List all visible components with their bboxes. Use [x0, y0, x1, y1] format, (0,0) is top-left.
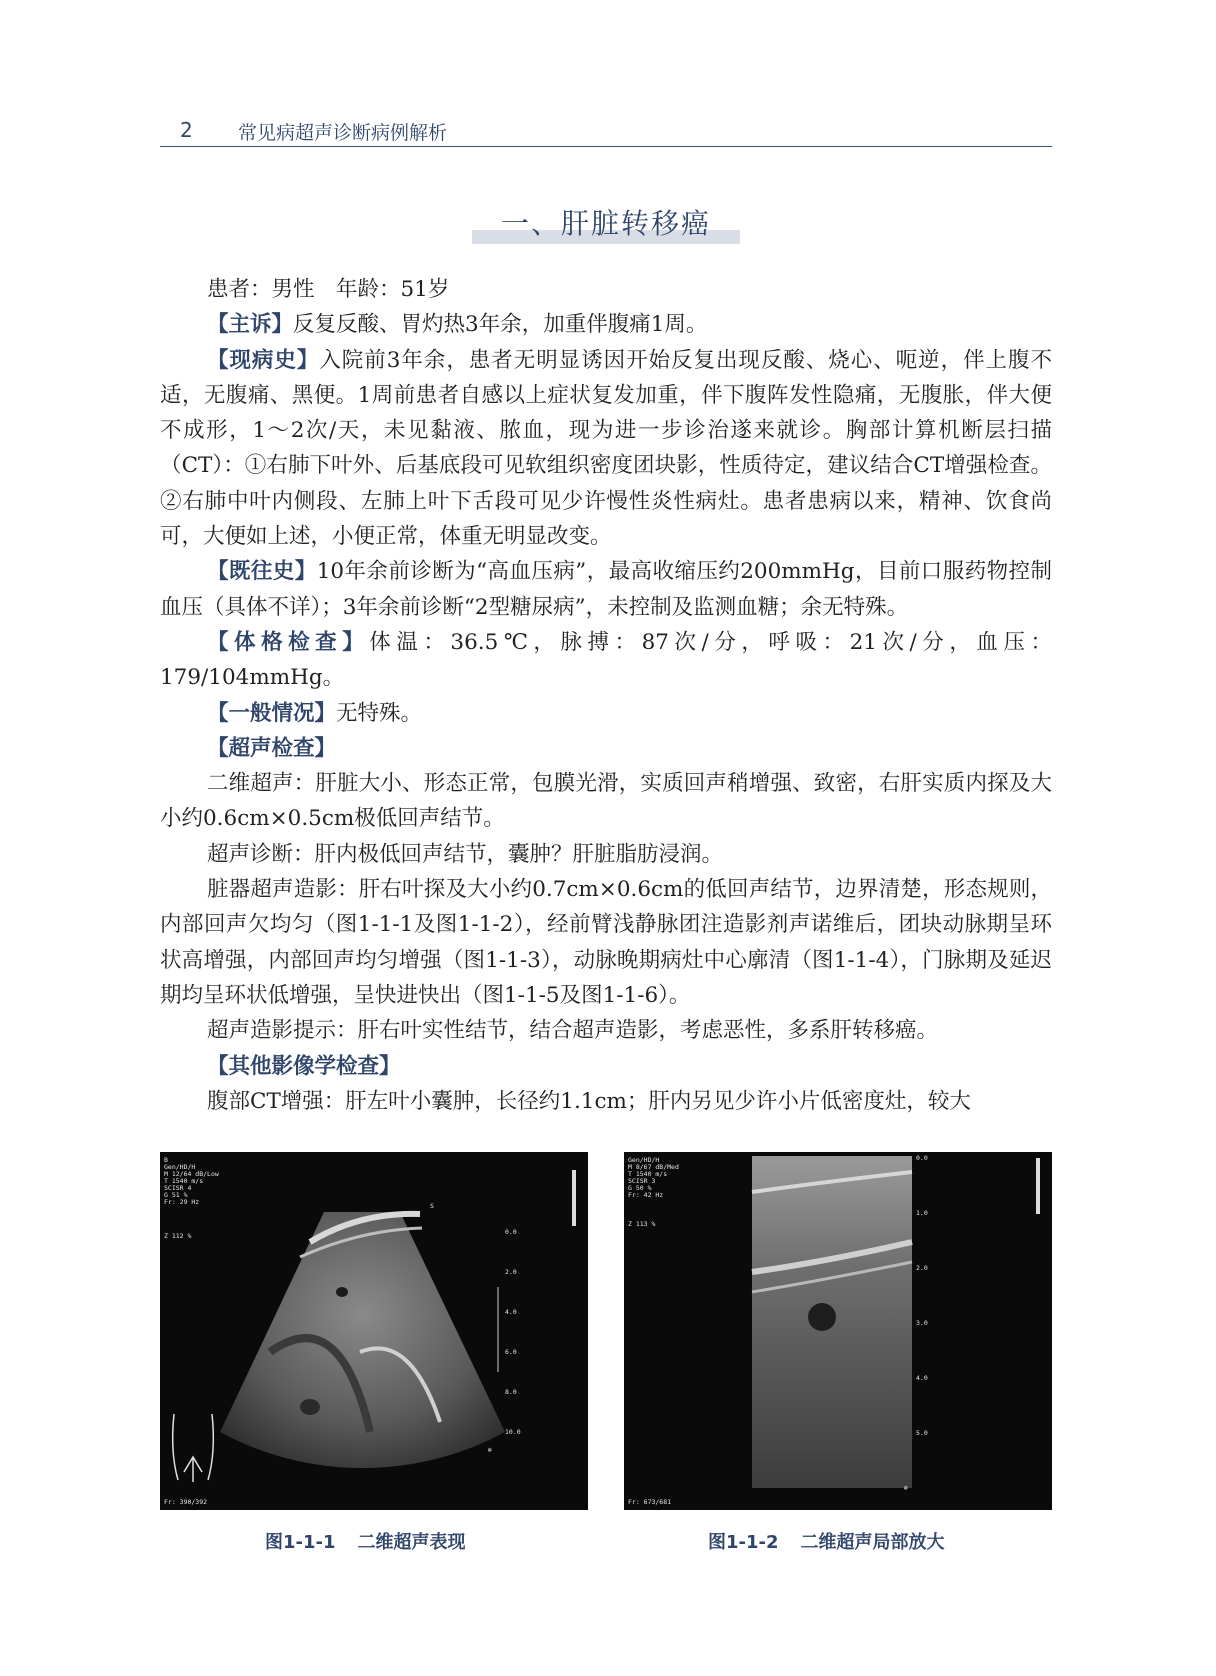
depth-tick: 2.0 — [916, 1264, 928, 1272]
paragraph-text: 无特殊。 — [336, 700, 423, 726]
depth-tick: 3.0 — [916, 1319, 928, 1327]
paragraph-text: 入院前3年余，患者无明显诱因开始反复出现反酸、烧心、呃逆，伴上腹不适，无腹痛、黑便。1周前患者自感以上症状复发加重，伴下腹阵发性隐痛，无腹胀，伴大便不成形，1～2次/天，未见黏液、脓血，现为进一步诊治遂来就诊。胸部计算机断层扫描（CT）：①右肺下叶外、后基底段可见软组织密度团块影，性质待定，建议结合CT增强检查。②右肺中叶内侧段、左肺上叶下舌段可见少许慢性炎性病灶。患者患病以来，精神、饮食尚可，大便如上述，小便正常，体重无明显改变。 — [160, 347, 1052, 550]
paragraph — [160, 1013, 1052, 1048]
depth-tick: 4.0 — [505, 1308, 517, 1316]
paragraph-tag: 【超声检查】 — [207, 735, 337, 761]
gray-scale-bar — [1036, 1158, 1040, 1214]
overlay-line: M 8/67 dB/Med — [628, 1163, 679, 1171]
overlay-line: Fr: 29 Hz — [164, 1198, 200, 1206]
hypoechoic-nodule — [808, 1303, 836, 1331]
overlay-text — [628, 1156, 679, 1228]
frame-counter: Fr: 390/392 — [164, 1498, 208, 1506]
figure-caption-1 — [265, 1528, 466, 1554]
paragraph-text: 脏器超声造影：肝右叶探及大小约0.7cm×0.6cm的低回声结节，边界清楚，形态规则，内部回声欠均匀（图1-1-1及图1-1-2），经前臂浅静脉团注造影剂声诺维后，团块动脉期呈环状高增强，内部回声均匀增强（图1-1-3），动脉晚期病灶中心廓清（图1-1-4），门脉期及延迟期均呈环状低增强，呈快进快出（图1-1-5及图1-1-6）。 — [160, 877, 1052, 1008]
paragraph-text: 体温：36.5℃，脉搏：87次/分，呼吸：21次/分，血压：179/104mmHg。 — [160, 629, 1052, 691]
depth-tick: 8.0 — [505, 1388, 517, 1396]
overlay-text — [164, 1156, 219, 1240]
figure-number: 图1-1-2 — [708, 1532, 779, 1553]
depth-tick: 1.0 — [916, 1209, 928, 1217]
ultrasound-image-1 — [160, 1152, 588, 1510]
snowflake-icon: ❄ — [904, 1484, 908, 1492]
depth-tick: 2.0 — [505, 1268, 517, 1276]
depth-tick: 0.0 — [916, 1154, 928, 1162]
paragraph — [160, 1084, 1052, 1119]
paragraph-tag: 【其他影像学检查】 — [207, 1053, 401, 1079]
figure-caption-2 — [708, 1528, 945, 1554]
overlay-line: B — [164, 1156, 168, 1164]
paragraph-text: 超声诊断：肝内极低回声结节，囊肿？肝脏脂肪浸润。 — [207, 841, 724, 867]
depth-tick: 0.0 — [505, 1228, 517, 1236]
paragraph — [160, 696, 1052, 731]
paragraph-tag: 【体格检查】 — [207, 629, 370, 655]
orientation-icon: S — [430, 1202, 434, 1210]
overlay-line: G 50 % — [628, 1184, 652, 1192]
paragraph-tag: 【一般情况】 — [207, 700, 337, 726]
paragraph — [160, 554, 1052, 625]
paragraph — [160, 731, 1052, 766]
paragraph-tag: 【现病史】 — [207, 347, 320, 373]
paragraph-text: 腹部CT增强：肝左叶小囊肿，长径约1.1cm；肝内另见少许小片低密度灶，较大 — [207, 1088, 971, 1114]
body-text — [160, 272, 1052, 1119]
paragraph — [160, 1049, 1052, 1084]
paragraph — [160, 766, 1052, 837]
overlay-line: SCISR 3 — [628, 1177, 656, 1185]
overlay-line: T 1540 m/s — [164, 1177, 204, 1185]
overlay-line: M 12/64 dB/Low — [164, 1170, 219, 1178]
book-title: 常见病超声诊断病例解析 — [238, 122, 448, 144]
scan-sector — [220, 1212, 505, 1468]
overlay-line: Z 113 % — [628, 1220, 656, 1228]
patient-line: 患者：男性 年龄：51岁 — [207, 277, 450, 302]
depth-scale — [916, 1154, 928, 1437]
paragraph — [160, 343, 1052, 555]
overlay-line: Gen/HD/H — [628, 1156, 660, 1164]
paragraph-text: 二维超声：肝脏大小、形态正常，包膜光滑，实质回声稍增强、致密，右肝实质内探及大小约0.6cm×0.5cm极低回声结节。 — [160, 771, 1052, 832]
depth-tick: 10.0 — [505, 1428, 521, 1436]
paragraph-text: 反复反酸、胃灼热3年余，加重伴腹痛1周。 — [293, 312, 708, 338]
paragraph-tag: 【主诉】 — [207, 312, 294, 338]
figure-label: 二维超声表现 — [357, 1532, 466, 1553]
body-marker-icon — [173, 1414, 214, 1482]
page-number: 2 — [180, 118, 193, 142]
ultrasound-image-2 — [624, 1152, 1052, 1510]
paragraph — [160, 872, 1052, 1013]
running-header — [160, 116, 1052, 147]
overlay-line: G 51 % — [164, 1191, 188, 1199]
gray-scale-bar — [572, 1170, 576, 1226]
figure-number: 图1-1-1 — [265, 1532, 336, 1553]
snowflake-icon: ❄ — [488, 1446, 492, 1454]
figure-label: 二维超声局部放大 — [800, 1532, 945, 1553]
depth-tick: 6.0 — [505, 1348, 517, 1356]
paragraph-text: 10年余前诊断为“高血压病”，最高收缩压约200mmHg，目前口服药物控制血压（具体不详）；3年余前诊断“2型糖尿病”，未控制及监测血糖；余无特殊。 — [160, 559, 1052, 620]
overlay-line: Gen/HD/H — [164, 1163, 196, 1171]
depth-tick: 5.0 — [916, 1429, 928, 1437]
section-title-text: 一、肝脏转移癌 — [500, 207, 711, 240]
paragraph-text: 超声造影提示：肝右叶实性结节，结合超声造影，考虑恶性，多系肝转移癌。 — [207, 1018, 939, 1044]
section-title — [472, 202, 740, 244]
frame-counter: Fr: 673/681 — [628, 1498, 672, 1506]
depth-tick: 4.0 — [916, 1374, 928, 1382]
paragraph-tag: 【既往史】 — [207, 559, 317, 585]
overlay-line: SCISR 4 — [164, 1184, 192, 1192]
depth-scale — [505, 1228, 521, 1436]
paragraph — [160, 307, 1052, 342]
paragraph — [160, 625, 1052, 696]
paragraph — [160, 837, 1052, 872]
overlay-line: Z 112 % — [164, 1232, 192, 1240]
overlay-line: Fr: 42 Hz — [628, 1191, 664, 1199]
overlay-line: T 1540 m/s — [628, 1170, 668, 1178]
